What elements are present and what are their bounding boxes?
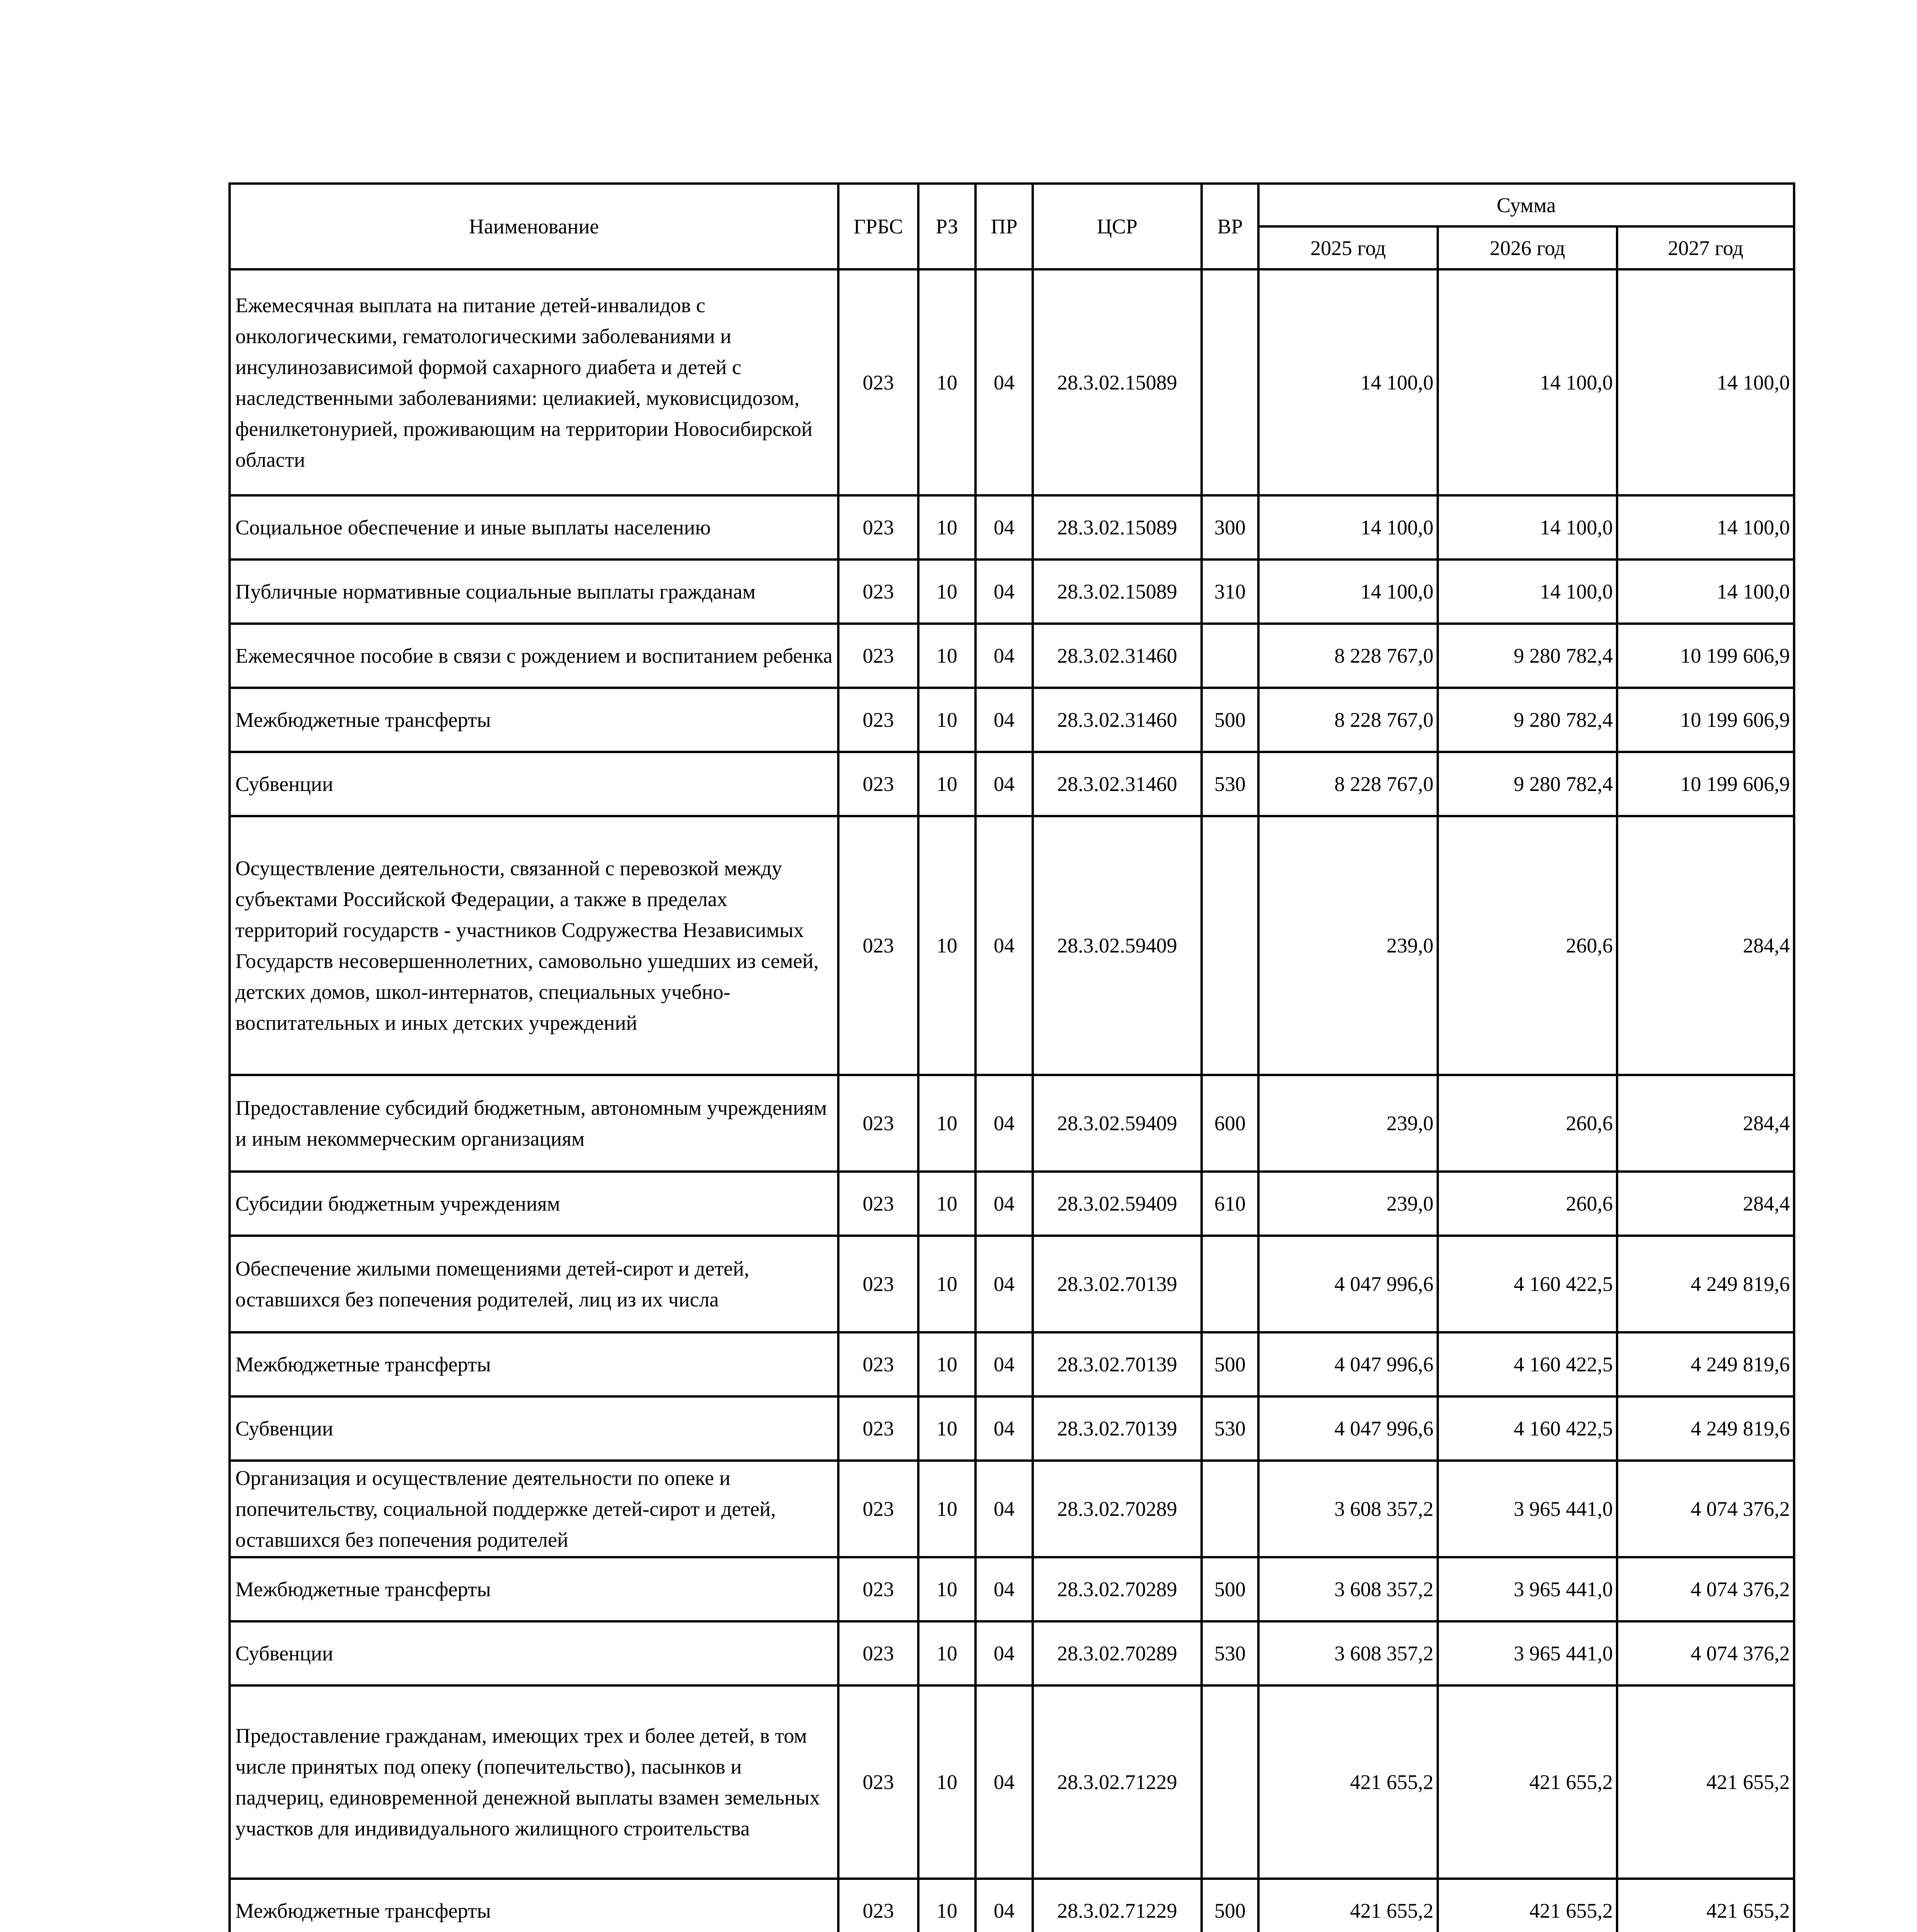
table-cell-csr: 28.3.02.15089 bbox=[1033, 269, 1202, 495]
table-cell-csr: 28.3.02.71229 bbox=[1033, 1879, 1202, 1932]
table-cell-2025: 3 608 357,2 bbox=[1258, 1461, 1438, 1557]
table-cell-2025: 4 047 996,6 bbox=[1258, 1396, 1438, 1461]
table-cell-vr: 600 bbox=[1202, 1075, 1258, 1172]
table-cell-2027: 10 199 606,9 bbox=[1617, 624, 1794, 688]
table-row bbox=[230, 624, 1794, 688]
table-body bbox=[230, 184, 1794, 1932]
table-cell-grbs: 023 bbox=[838, 1396, 918, 1461]
table-cell-2027: 284,4 bbox=[1617, 1172, 1794, 1236]
header-pr: ПР bbox=[976, 184, 1033, 269]
table-row bbox=[230, 1236, 1794, 1332]
table-cell-2026: 4 160 422,5 bbox=[1438, 1236, 1617, 1332]
table-cell-name: Предоставление субсидий бюджетным, автономным учреждениям и иным некоммерческим организациям bbox=[230, 1075, 838, 1172]
table-cell-pr: 04 bbox=[976, 1396, 1033, 1461]
table-cell-name: Субвенции bbox=[230, 1621, 838, 1685]
table-cell-grbs: 023 bbox=[838, 1236, 918, 1332]
table-cell-2026: 260,6 bbox=[1438, 816, 1617, 1075]
table-cell-grbs: 023 bbox=[838, 688, 918, 752]
table-cell-csr: 28.3.02.15089 bbox=[1033, 560, 1202, 624]
table-cell-vr: 530 bbox=[1202, 1396, 1258, 1461]
table-cell-2027: 421 655,2 bbox=[1617, 1685, 1794, 1879]
table-cell-name: Публичные нормативные социальные выплаты гражданам bbox=[230, 560, 838, 624]
header-sum: Сумма bbox=[1258, 184, 1794, 226]
table-cell-name: Организация и осуществление деятельности по опеке и попечительству, социальной поддержке детей-сирот и детей, оставшихся без попечения родителей bbox=[230, 1461, 838, 1557]
table-cell-2026: 4 160 422,5 bbox=[1438, 1332, 1617, 1396]
table-cell-vr bbox=[1202, 816, 1258, 1075]
table-cell-vr bbox=[1202, 1461, 1258, 1557]
header-row-top bbox=[230, 184, 1794, 226]
table-row bbox=[230, 1332, 1794, 1396]
table-cell-2025: 8 228 767,0 bbox=[1258, 688, 1438, 752]
table-cell-vr: 500 bbox=[1202, 1332, 1258, 1396]
table-cell-2026: 9 280 782,4 bbox=[1438, 752, 1617, 816]
table-cell-pr: 04 bbox=[976, 1075, 1033, 1172]
table-cell-grbs: 023 bbox=[838, 560, 918, 624]
header-grbs: ГРБС bbox=[838, 184, 918, 269]
table-cell-name: Субвенции bbox=[230, 1396, 838, 1461]
table-cell-pr: 04 bbox=[976, 1332, 1033, 1396]
header-year-2027: 2027 год bbox=[1617, 226, 1794, 269]
table-cell-csr: 28.3.02.15089 bbox=[1033, 495, 1202, 560]
table-row bbox=[230, 1172, 1794, 1236]
table-cell-pr: 04 bbox=[976, 1621, 1033, 1685]
table-cell-grbs: 023 bbox=[838, 1685, 918, 1879]
table-cell-name: Межбюджетные трансферты bbox=[230, 1879, 838, 1932]
table-cell-vr: 500 bbox=[1202, 688, 1258, 752]
table-cell-2025: 8 228 767,0 bbox=[1258, 624, 1438, 688]
table-cell-2027: 284,4 bbox=[1617, 816, 1794, 1075]
table-cell-vr: 310 bbox=[1202, 560, 1258, 624]
table-cell-pr: 04 bbox=[976, 495, 1033, 560]
table-cell-pr: 04 bbox=[976, 560, 1033, 624]
header-name: Наименование bbox=[230, 184, 838, 269]
table-cell-vr: 610 bbox=[1202, 1172, 1258, 1236]
table-cell-vr: 500 bbox=[1202, 1557, 1258, 1621]
table-cell-pr: 04 bbox=[976, 1557, 1033, 1621]
table-cell-grbs: 023 bbox=[838, 269, 918, 495]
table-cell-2025: 4 047 996,6 bbox=[1258, 1236, 1438, 1332]
table-cell-rz: 10 bbox=[918, 1332, 976, 1396]
table-cell-grbs: 023 bbox=[838, 1461, 918, 1557]
table-cell-csr: 28.3.02.31460 bbox=[1033, 624, 1202, 688]
table-cell-rz: 10 bbox=[918, 624, 976, 688]
table-cell-rz: 10 bbox=[918, 1396, 976, 1461]
table-row bbox=[230, 816, 1794, 1075]
table-cell-2027: 4 074 376,2 bbox=[1617, 1461, 1794, 1557]
table-cell-2026: 14 100,0 bbox=[1438, 495, 1617, 560]
table-cell-csr: 28.3.02.70289 bbox=[1033, 1557, 1202, 1621]
table-cell-2025: 3 608 357,2 bbox=[1258, 1621, 1438, 1685]
table-cell-rz: 10 bbox=[918, 1236, 976, 1332]
table-cell-vr: 530 bbox=[1202, 1621, 1258, 1685]
table-cell-rz: 10 bbox=[918, 752, 976, 816]
table-cell-rz: 10 bbox=[918, 816, 976, 1075]
table-cell-name: Субсидии бюджетным учреждениям bbox=[230, 1172, 838, 1236]
table-cell-2025: 3 608 357,2 bbox=[1258, 1557, 1438, 1621]
table-cell-2027: 10 199 606,9 bbox=[1617, 688, 1794, 752]
table-cell-name: Межбюджетные трансферты bbox=[230, 1557, 838, 1621]
table-cell-2027: 14 100,0 bbox=[1617, 495, 1794, 560]
table-cell-vr bbox=[1202, 269, 1258, 495]
table-cell-rz: 10 bbox=[918, 1879, 976, 1932]
table-cell-rz: 10 bbox=[918, 1461, 976, 1557]
table-cell-2026: 14 100,0 bbox=[1438, 269, 1617, 495]
table-cell-vr: 500 bbox=[1202, 1879, 1258, 1932]
table-cell-2026: 3 965 441,0 bbox=[1438, 1557, 1617, 1621]
table-row bbox=[230, 1396, 1794, 1461]
table-cell-2025: 421 655,2 bbox=[1258, 1685, 1438, 1879]
table-cell-rz: 10 bbox=[918, 495, 976, 560]
table-cell-2026: 421 655,2 bbox=[1438, 1685, 1617, 1879]
table-row bbox=[230, 1685, 1794, 1879]
table-cell-pr: 04 bbox=[976, 269, 1033, 495]
table-cell-csr: 28.3.02.59409 bbox=[1033, 1075, 1202, 1172]
table-cell-rz: 10 bbox=[918, 560, 976, 624]
table-cell-rz: 10 bbox=[918, 1172, 976, 1236]
table-cell-csr: 28.3.02.31460 bbox=[1033, 688, 1202, 752]
table-row bbox=[230, 752, 1794, 816]
table-cell-2027: 10 199 606,9 bbox=[1617, 752, 1794, 816]
table-cell-csr: 28.3.02.31460 bbox=[1033, 752, 1202, 816]
table-cell-rz: 10 bbox=[918, 1685, 976, 1879]
table-cell-2026: 3 965 441,0 bbox=[1438, 1461, 1617, 1557]
table-cell-csr: 28.3.02.70289 bbox=[1033, 1621, 1202, 1685]
table-cell-2026: 260,6 bbox=[1438, 1172, 1617, 1236]
table-cell-grbs: 023 bbox=[838, 816, 918, 1075]
table-row bbox=[230, 1879, 1794, 1932]
table-cell-vr: 530 bbox=[1202, 752, 1258, 816]
table-cell-csr: 28.3.02.59409 bbox=[1033, 816, 1202, 1075]
table-cell-name: Социальное обеспечение и иные выплаты населению bbox=[230, 495, 838, 560]
table-cell-rz: 10 bbox=[918, 688, 976, 752]
table-cell-grbs: 023 bbox=[838, 495, 918, 560]
table-cell-name: Субвенции bbox=[230, 752, 838, 816]
table-cell-csr: 28.3.02.70289 bbox=[1033, 1461, 1202, 1557]
table-cell-pr: 04 bbox=[976, 1685, 1033, 1879]
table-cell-grbs: 023 bbox=[838, 1332, 918, 1396]
table-cell-2027: 421 655,2 bbox=[1617, 1879, 1794, 1932]
table-row bbox=[230, 1557, 1794, 1621]
table-cell-name: Межбюджетные трансферты bbox=[230, 688, 838, 752]
table-cell-csr: 28.3.02.70139 bbox=[1033, 1396, 1202, 1461]
table-cell-2025: 239,0 bbox=[1258, 816, 1438, 1075]
table-row bbox=[230, 688, 1794, 752]
table-cell-grbs: 023 bbox=[838, 1621, 918, 1685]
table-cell-grbs: 023 bbox=[838, 1557, 918, 1621]
table-cell-vr bbox=[1202, 624, 1258, 688]
table-cell-2025: 4 047 996,6 bbox=[1258, 1332, 1438, 1396]
table-cell-2027: 4 074 376,2 bbox=[1617, 1621, 1794, 1685]
table-cell-2027: 4 249 819,6 bbox=[1617, 1396, 1794, 1461]
table-cell-name: Ежемесячная выплата на питание детей-инвалидов с онкологическими, гематологическими заболеваниями и инсулинозависимой формой сахарного диабета и детей с наследственными заболеваниями: целиакией, муковисцидозом, фенилкетонурией, проживающим на территории Новосибирской области bbox=[230, 269, 838, 495]
table-cell-2026: 421 655,2 bbox=[1438, 1879, 1617, 1932]
table-cell-rz: 10 bbox=[918, 1621, 976, 1685]
table-cell-pr: 04 bbox=[976, 816, 1033, 1075]
table-cell-pr: 04 bbox=[976, 1461, 1033, 1557]
table-cell-name: Межбюджетные трансферты bbox=[230, 1332, 838, 1396]
table-cell-2026: 9 280 782,4 bbox=[1438, 624, 1617, 688]
table-cell-name: Обеспечение жилыми помещениями детей-сирот и детей, оставшихся без попечения родителей, лиц из их числа bbox=[230, 1236, 838, 1332]
header-year-2025: 2025 год bbox=[1258, 226, 1438, 269]
header-csr: ЦСР bbox=[1033, 184, 1202, 269]
budget-table bbox=[228, 182, 1795, 1932]
table-cell-2025: 239,0 bbox=[1258, 1172, 1438, 1236]
table-cell-pr: 04 bbox=[976, 1879, 1033, 1932]
table-cell-rz: 10 bbox=[918, 269, 976, 495]
table-cell-vr: 300 bbox=[1202, 495, 1258, 560]
table-cell-name: Ежемесячное пособие в связи с рождением и воспитанием ребенка bbox=[230, 624, 838, 688]
header-vr: ВР bbox=[1202, 184, 1258, 269]
table-cell-grbs: 023 bbox=[838, 1879, 918, 1932]
table-cell-name: Осуществление деятельности, связанной с перевозкой между субъектами Российской Федерации, а также в пределах территорий государств - участников Содружества Независимых Государств несовершеннолетних, самовольно ушедших из семей, детских домов, школ-интернатов, специальных учебно-воспитательных и иных детских учреждений bbox=[230, 816, 838, 1075]
table-row bbox=[230, 1621, 1794, 1685]
table-row bbox=[230, 269, 1794, 495]
table-cell-pr: 04 bbox=[976, 624, 1033, 688]
table-cell-rz: 10 bbox=[918, 1557, 976, 1621]
table-cell-grbs: 023 bbox=[838, 1172, 918, 1236]
table-cell-csr: 28.3.02.59409 bbox=[1033, 1172, 1202, 1236]
table-cell-2027: 4 249 819,6 bbox=[1617, 1236, 1794, 1332]
table-cell-2025: 14 100,0 bbox=[1258, 495, 1438, 560]
table-cell-csr: 28.3.02.70139 bbox=[1033, 1332, 1202, 1396]
table-cell-vr bbox=[1202, 1236, 1258, 1332]
table-cell-2025: 8 228 767,0 bbox=[1258, 752, 1438, 816]
table-cell-2027: 4 249 819,6 bbox=[1617, 1332, 1794, 1396]
table-cell-2026: 9 280 782,4 bbox=[1438, 688, 1617, 752]
table-cell-vr bbox=[1202, 1685, 1258, 1879]
table-cell-2025: 239,0 bbox=[1258, 1075, 1438, 1172]
table-cell-pr: 04 bbox=[976, 1236, 1033, 1332]
table-cell-2025: 421 655,2 bbox=[1258, 1879, 1438, 1932]
table-row bbox=[230, 1461, 1794, 1557]
table-row bbox=[230, 495, 1794, 560]
table-cell-grbs: 023 bbox=[838, 624, 918, 688]
table-cell-2025: 14 100,0 bbox=[1258, 560, 1438, 624]
table-cell-grbs: 023 bbox=[838, 1075, 918, 1172]
table-cell-2026: 14 100,0 bbox=[1438, 560, 1617, 624]
table-cell-pr: 04 bbox=[976, 1172, 1033, 1236]
table-cell-2027: 14 100,0 bbox=[1617, 560, 1794, 624]
table-cell-pr: 04 bbox=[976, 688, 1033, 752]
header-year-2026: 2026 год bbox=[1438, 226, 1617, 269]
table-cell-2027: 4 074 376,2 bbox=[1617, 1557, 1794, 1621]
table-cell-2025: 14 100,0 bbox=[1258, 269, 1438, 495]
table-cell-pr: 04 bbox=[976, 752, 1033, 816]
header-rz: РЗ bbox=[918, 184, 976, 269]
table-row bbox=[230, 560, 1794, 624]
table-row bbox=[230, 1075, 1794, 1172]
table-cell-grbs: 023 bbox=[838, 752, 918, 816]
table-cell-2026: 260,6 bbox=[1438, 1075, 1617, 1172]
table-cell-rz: 10 bbox=[918, 1075, 976, 1172]
table-cell-2027: 14 100,0 bbox=[1617, 269, 1794, 495]
table-cell-2027: 284,4 bbox=[1617, 1075, 1794, 1172]
table-cell-csr: 28.3.02.70139 bbox=[1033, 1236, 1202, 1332]
table-cell-name: Предоставление гражданам, имеющих трех и более детей, в том числе принятых под опеку (попечительство), пасынков и падчериц, единовременной денежной выплаты взамен земельных участков для индивидуального жилищного строительства bbox=[230, 1685, 838, 1879]
table-cell-2026: 4 160 422,5 bbox=[1438, 1396, 1617, 1461]
table-cell-2026: 3 965 441,0 bbox=[1438, 1621, 1617, 1685]
table-cell-csr: 28.3.02.71229 bbox=[1033, 1685, 1202, 1879]
